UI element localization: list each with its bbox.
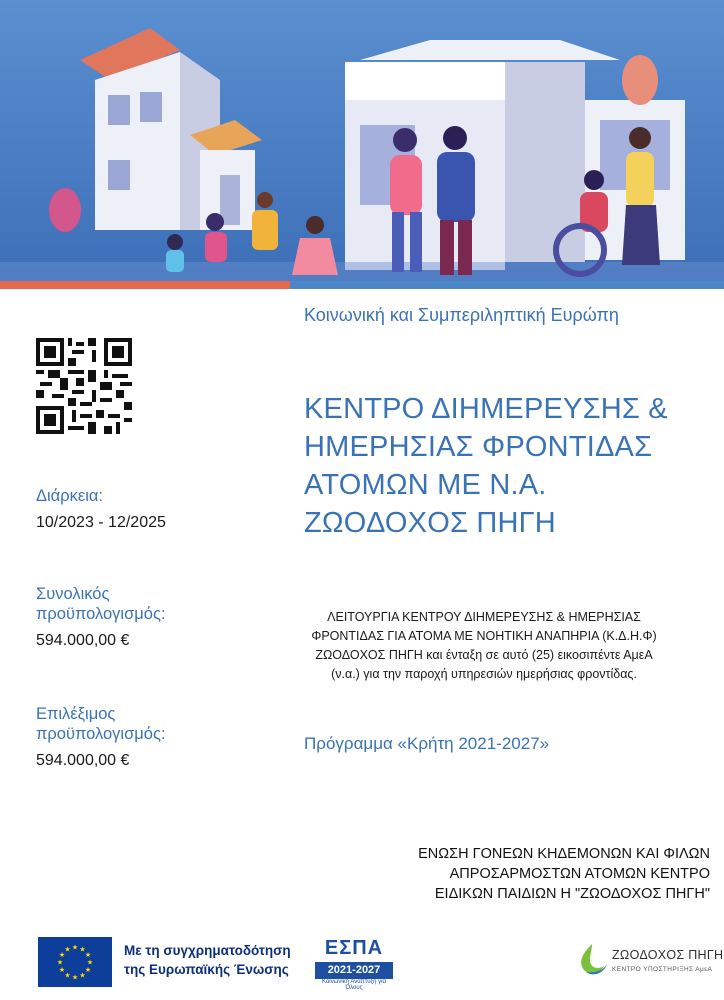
total-budget-value: 594.000,00 € bbox=[36, 632, 130, 649]
family-houses-illustration bbox=[0, 0, 724, 282]
eu-star-icon: ★ bbox=[79, 946, 86, 954]
accent-bar-red bbox=[0, 281, 290, 289]
org-logo-subtitle: ΚΕΝΤΡΟ ΥΠΟΣΤΗΡΙΞΗΣ ΑμεΑ bbox=[612, 966, 713, 973]
eu-star-icon: ★ bbox=[56, 959, 64, 967]
org-logo-name: ΖΩΟΔΟΧΟΣ ΠΗΓΗ bbox=[612, 948, 724, 962]
project-title: ΚΕΝΤΡΟ ΔΙΗΜΕΡΕΥΣΗΣ & ΗΜΕΡΗΣΙΑΣ ΦΡΟΝΤΙΔΑΣ ΑΤΟΜΩΝ ΜΕ Ν.Α. ΖΩΟΔΟΧΟΣ ΠΗΓΗ bbox=[304, 393, 668, 539]
program-name: Πρόγραμμα «Κρήτη 2021-2027» bbox=[304, 734, 550, 753]
eu-star-icon: ★ bbox=[64, 946, 71, 954]
eligible-budget-label: Επιλέξιμος προϋπολογισμός: bbox=[36, 705, 166, 743]
duration-value: 10/2023 - 12/2025 bbox=[36, 514, 166, 531]
espa-logo bbox=[313, 937, 395, 991]
qr-code-icon bbox=[36, 338, 132, 434]
beneficiary-name: ΕΝΩΣΗ ΓΟΝΕΩΝ ΚΗΔΕΜΟΝΩΝ ΚΑΙ ΦΙΛΩΝ ΑΠΡΟΣΑΡΜΟΣΤΩΝ ΑΤΟΜΩΝ ΚΕΝΤΡΟ ΕΙΔΙΚΩΝ ΠΑΙΔΙΩΝ Η "ΖΩΟΔΟΧΟΣ ΠΗΓΗ" bbox=[418, 846, 710, 902]
eu-star-icon: ★ bbox=[71, 944, 79, 952]
eu-star-icon: ★ bbox=[86, 959, 94, 967]
eu-cofunding-text bbox=[124, 941, 291, 979]
project-description: ΛΕΙΤΟΥΡΓΙΑ ΚΕΝΤΡΟΥ ΔΙΗΜΕΡΕΥΣΗΣ & ΗΜΕΡΗΣΙΑΣ ΦΡΟΝΤΙΔΑΣ ΓΙΑ ΑΤΟΜΑ ΜΕ ΝΟΗΤΙΚΗ ΑΝΑΠΗΡΙΑ (Κ.Δ.Η.Φ) ΖΩΟΔΟΧΟΣ ΠΗΓΗ και ένταξη σε αυτό (25) εικοσιπέντε ΑμεΑ (ν.α.) για την παροχή υπηρεσιών ημερήσιας φροντίδας. bbox=[311, 610, 657, 681]
espa-tagline: Κοινωνική Ανάπτυξη για Όλους bbox=[322, 979, 386, 991]
espa-years: 2021-2027 bbox=[315, 962, 393, 979]
eu-text-line1: Με τη συγχρηματοδότηση bbox=[124, 943, 291, 958]
duration-label: Διάρκεια: bbox=[36, 487, 104, 505]
eu-star-icon: ★ bbox=[71, 974, 79, 982]
eu-star-icon: ★ bbox=[58, 952, 66, 959]
eu-star-icon: ★ bbox=[79, 972, 86, 980]
leaf-drop-icon bbox=[572, 942, 612, 978]
eu-star-icon: ★ bbox=[84, 952, 92, 959]
eu-star-icon: ★ bbox=[58, 967, 66, 974]
qr-code[interactable] bbox=[36, 338, 132, 434]
hero-illustration bbox=[0, 0, 724, 282]
eligible-budget-value: 594.000,00 € bbox=[36, 752, 130, 769]
eu-star-icon: ★ bbox=[84, 967, 92, 974]
espa-wordmark: ΕΣΠΑ bbox=[324, 937, 384, 959]
org-logo bbox=[572, 942, 612, 978]
eu-stars-icon bbox=[38, 937, 112, 987]
eu-text-line2: της Ευρωπαϊκής Ένωσης bbox=[124, 962, 289, 977]
total-budget-label: Συνολικός προϋπολογισμός: bbox=[36, 585, 166, 623]
accent-bar-blue bbox=[290, 281, 724, 289]
eu-flag-logo bbox=[38, 937, 112, 987]
theme-title: Κοινωνική και Συμπεριληπτική Ευρώπη bbox=[304, 305, 619, 325]
eu-star-icon: ★ bbox=[64, 972, 71, 980]
